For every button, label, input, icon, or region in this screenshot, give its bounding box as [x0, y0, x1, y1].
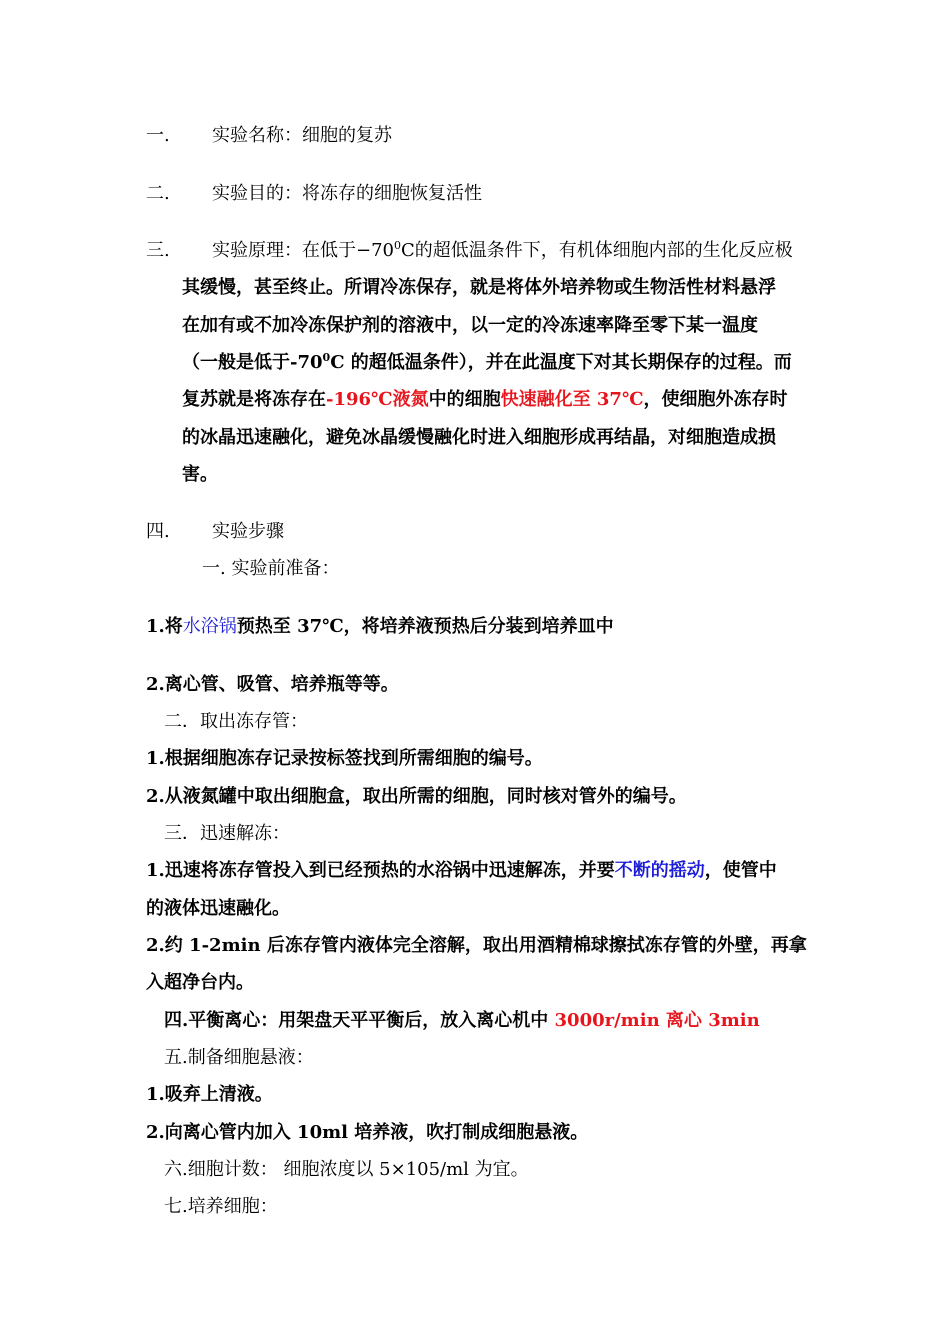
highlight-shake: 不断的摇动: [614, 860, 705, 881]
section-2-title: 实验目的：将冻存的细胞恢复活性: [212, 183, 482, 204]
thaw-step-2-cont: 入超净台内。: [146, 972, 254, 993]
degree-superscript: 0: [394, 239, 401, 252]
suspension-heading: 五.制备细胞悬液：: [164, 1047, 314, 1068]
prep-heading: 一. 实验前准备：: [202, 558, 340, 579]
section-4-title: 实验步骤: [212, 521, 284, 542]
prep-step-1: 1.将水浴锅预热至 37℃，将培养液预热后分装到培养皿中: [146, 616, 614, 637]
highlight-water-bath: 水浴锅: [182, 616, 237, 637]
principle-text: C的超低温条件下，有机体细胞内部的生化反应极: [401, 240, 793, 261]
section-3-line-2: 其缓慢，甚至终止。所谓冷冻保存，就是将体外培养物或生物活性材料悬浮: [182, 277, 776, 298]
count-step: 六.细胞计数： 细胞浓度以 5×105/ml 为宜。: [164, 1159, 529, 1180]
section-4-number: 四.: [146, 521, 170, 542]
section-3-line-3: 在加有或不加冷冻保护剂的溶液中，以一定的冷冻速率降至零下某一温度: [182, 315, 758, 336]
principle-text: 实验原理：在低于−70: [212, 240, 394, 261]
section-1-number: 一.: [146, 125, 170, 146]
section-3-line-7: 害。: [182, 464, 218, 485]
highlight-centrifuge: 3000r/min 离心 3min: [554, 1010, 760, 1031]
thaw-step-1-cont: 的液体迅速融化。: [146, 898, 290, 919]
thaw-step-2: 2.约 1-2min 后冻存管内液体完全溶解，取出用酒精棉球擦拭冻存管的外壁，再拿: [146, 935, 807, 956]
section-3-line-6: 的冰晶迅速融化，避免冰晶缓慢融化时进入细胞形成再结晶，对细胞造成损: [182, 427, 776, 448]
take-heading: 二．取出冻存管：: [164, 711, 308, 732]
take-step-2: 2.从液氮罐中取出细胞盒，取出所需的细胞，同时核对管外的编号。: [146, 786, 687, 807]
section-3-number: 三.: [146, 240, 170, 261]
section-1-title: 实验名称：细胞的复苏: [212, 125, 392, 146]
section-3-line-5: 复苏就是将冻存在-196℃液氮中的细胞快速融化至 37℃，使细胞外冻存时: [182, 389, 788, 410]
suspension-step-2: 2.向离心管内加入 10ml 培养液，吹打制成细胞悬液。: [146, 1122, 589, 1143]
highlight-liquid-nitrogen: -196℃液氮: [326, 389, 429, 410]
thaw-heading: 三．迅速解冻：: [164, 823, 290, 844]
section-3-line-4: （一般是低于$-70^0C$ 的超低温条件），并在此温度下对其长期保存的过程。而: [182, 351, 792, 373]
degree-superscript: 0: [322, 351, 331, 364]
suspension-step-1: 1.吸弃上清液。: [146, 1084, 273, 1105]
section-2-number: 二.: [146, 183, 170, 204]
prep-step-2: 2.离心管、吸管、培养瓶等等。: [146, 674, 399, 695]
thaw-step-1: 1.迅速将冻存管投入到已经预热的水浴锅中迅速解冻，并要不断的摇动，使管中: [146, 860, 777, 881]
culture-heading: 七.培养细胞：: [164, 1196, 278, 1217]
balance-step: 四.平衡离心：用架盘天平平衡后，放入离心机中 3000r/min 离心 3min: [164, 1010, 760, 1031]
take-step-1: 1.根据细胞冻存记录按标签找到所需细胞的编号。: [146, 748, 543, 769]
highlight-fast-thaw: 快速融化至 37℃: [500, 389, 644, 410]
